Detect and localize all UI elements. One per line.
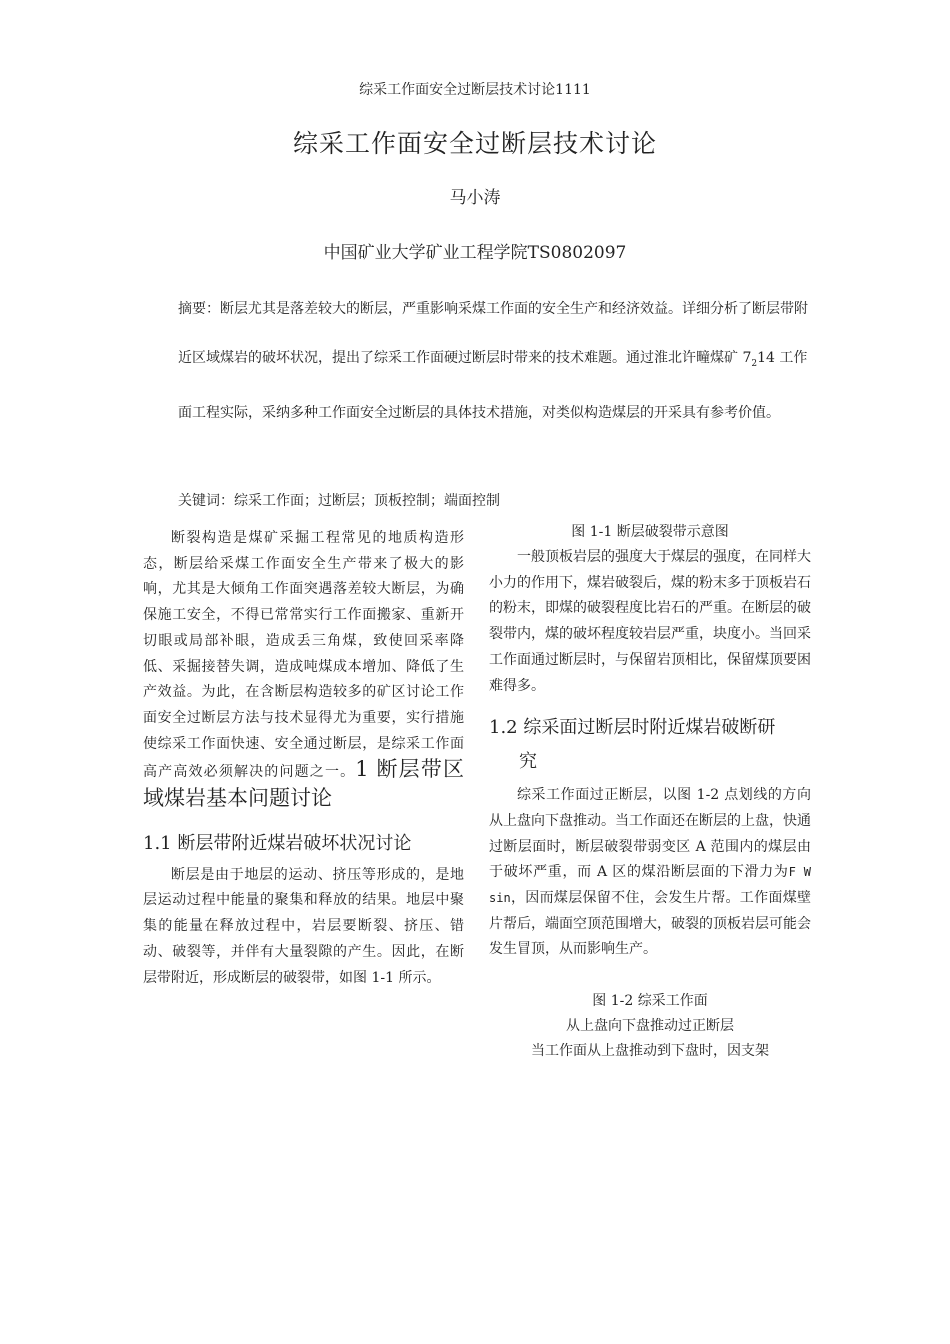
formula: F W sin [489,865,811,906]
para2-part-a: 综采工作面过正断层，以图 1-2 点划线的方向从上盘向下盘推动。当工作面还在断层的上盘，快通过断层面时，断层破裂带弱变区 A 范围内的煤层由于破坏严重，而 A 区的煤沿断层面的下滑力为 [489,787,811,881]
left-column [143,526,464,991]
right-paragraph-1: 一般顶板岩层的强度大于煤层的强度，在同样大小力的作用下，煤岩破裂后，煤的粉末多于顶板岩石的粉末，即煤的破裂程度比岩石的严重。在断层的破裂带内，煤的破坏程度较岩层严重，块度小。当回采工作面通过断层时，与保留岩顶相比，保留煤顶要困难得多。 [489,549,811,694]
running-header: 综采工作面安全过断层技术讨论1111 [359,82,591,98]
section-1-2-heading-line1: 1.2 综采面过断层时附近煤岩破断研 [489,717,776,739]
abstract-lead: 摘要：断层尤其是落差较大的断层，严重影响采煤工作面的安全生产和经济效益。详细分析了断层带附近区域煤岩的破坏状况，提出了综采工作面硬过断层时带来的技术难题。通过淮北许疃煤矿 7 [178,301,808,366]
right-paragraph-2 [489,783,811,963]
paper-title: 综采工作面安全过断层技术讨论 [292,129,657,158]
figure-1-1-caption: 图 1-1 断层破裂带示意图 [571,524,729,540]
intro-text: 断裂构造是煤矿采掘工程常见的地质构造形态，断层给采煤工作面安全生产带来了极大的影响，尤其是大倾角工作面突遇落差较大断层，为确保施工安全，不得已常常实行工作面搬家、重新开切眼或局部补眼，造成丢三角煤，致使回采率降低、采掘接替失调，造成吨煤成本增加、降低了生产效益。为此，在含断层构造较多的矿区讨论工作面安全过断层方法与技术显得尤为重要，实行措施使综采工作面快速、安全通过断层，是综采工作面高产高效必须解决的问题之一。 [143,530,464,781]
para2-part-b: ，因而煤层保留不住，会发生片帮。工作面煤壁片帮后，端面空顶范围增大，破裂的顶板岩层可能会发生冒顶，从而影响生产。 [489,890,811,958]
intro-paragraph [143,526,464,815]
abstract-subscript: 2 [751,358,758,369]
author-affiliation: 中国矿业大学矿业工程学院TS0802097 [323,243,627,263]
section-1-2-heading [489,711,811,779]
section-1-2-heading-line2: 究 [519,751,537,773]
abstract [178,285,810,438]
right-column [489,520,811,1064]
section-1-heading: 1 断层带区域煤岩基本问题讨论 [143,757,464,811]
figure-1-2-caption-line3: 当工作面从上盘推动到下盘时，因支架 [531,1043,769,1060]
author-name: 马小涛 [449,188,501,208]
keywords: 关键词：综采工作面；过断层；顶板控制；端面控制 [178,493,500,509]
abstract-tail: 14 工作面工程实际，采纳多种工作面安全过断层的具体技术措施，对类似构造煤层的开采具有参考价值。 [178,350,808,421]
figure-1-2-caption-line2: 从上盘向下盘推动过正断层 [566,1018,734,1035]
section-1-1-paragraph: 断层是由于地层的运动、挤压等形成的，是地层运动过程中能量的聚集和释放的结果。地层中聚集的能量在释放过程中，岩层要断裂、挤压、错动、破裂等，并伴有大量裂隙的产生。因此，在断层带附近，形成断层的破裂带，如图 1-1 所示。 [143,866,464,986]
figure-1-2-caption-line1: 图 1-2 综采工作面 [592,993,708,1010]
section-1-1-heading: 1.1 断层带附近煤岩破坏状况讨论 [143,832,412,854]
